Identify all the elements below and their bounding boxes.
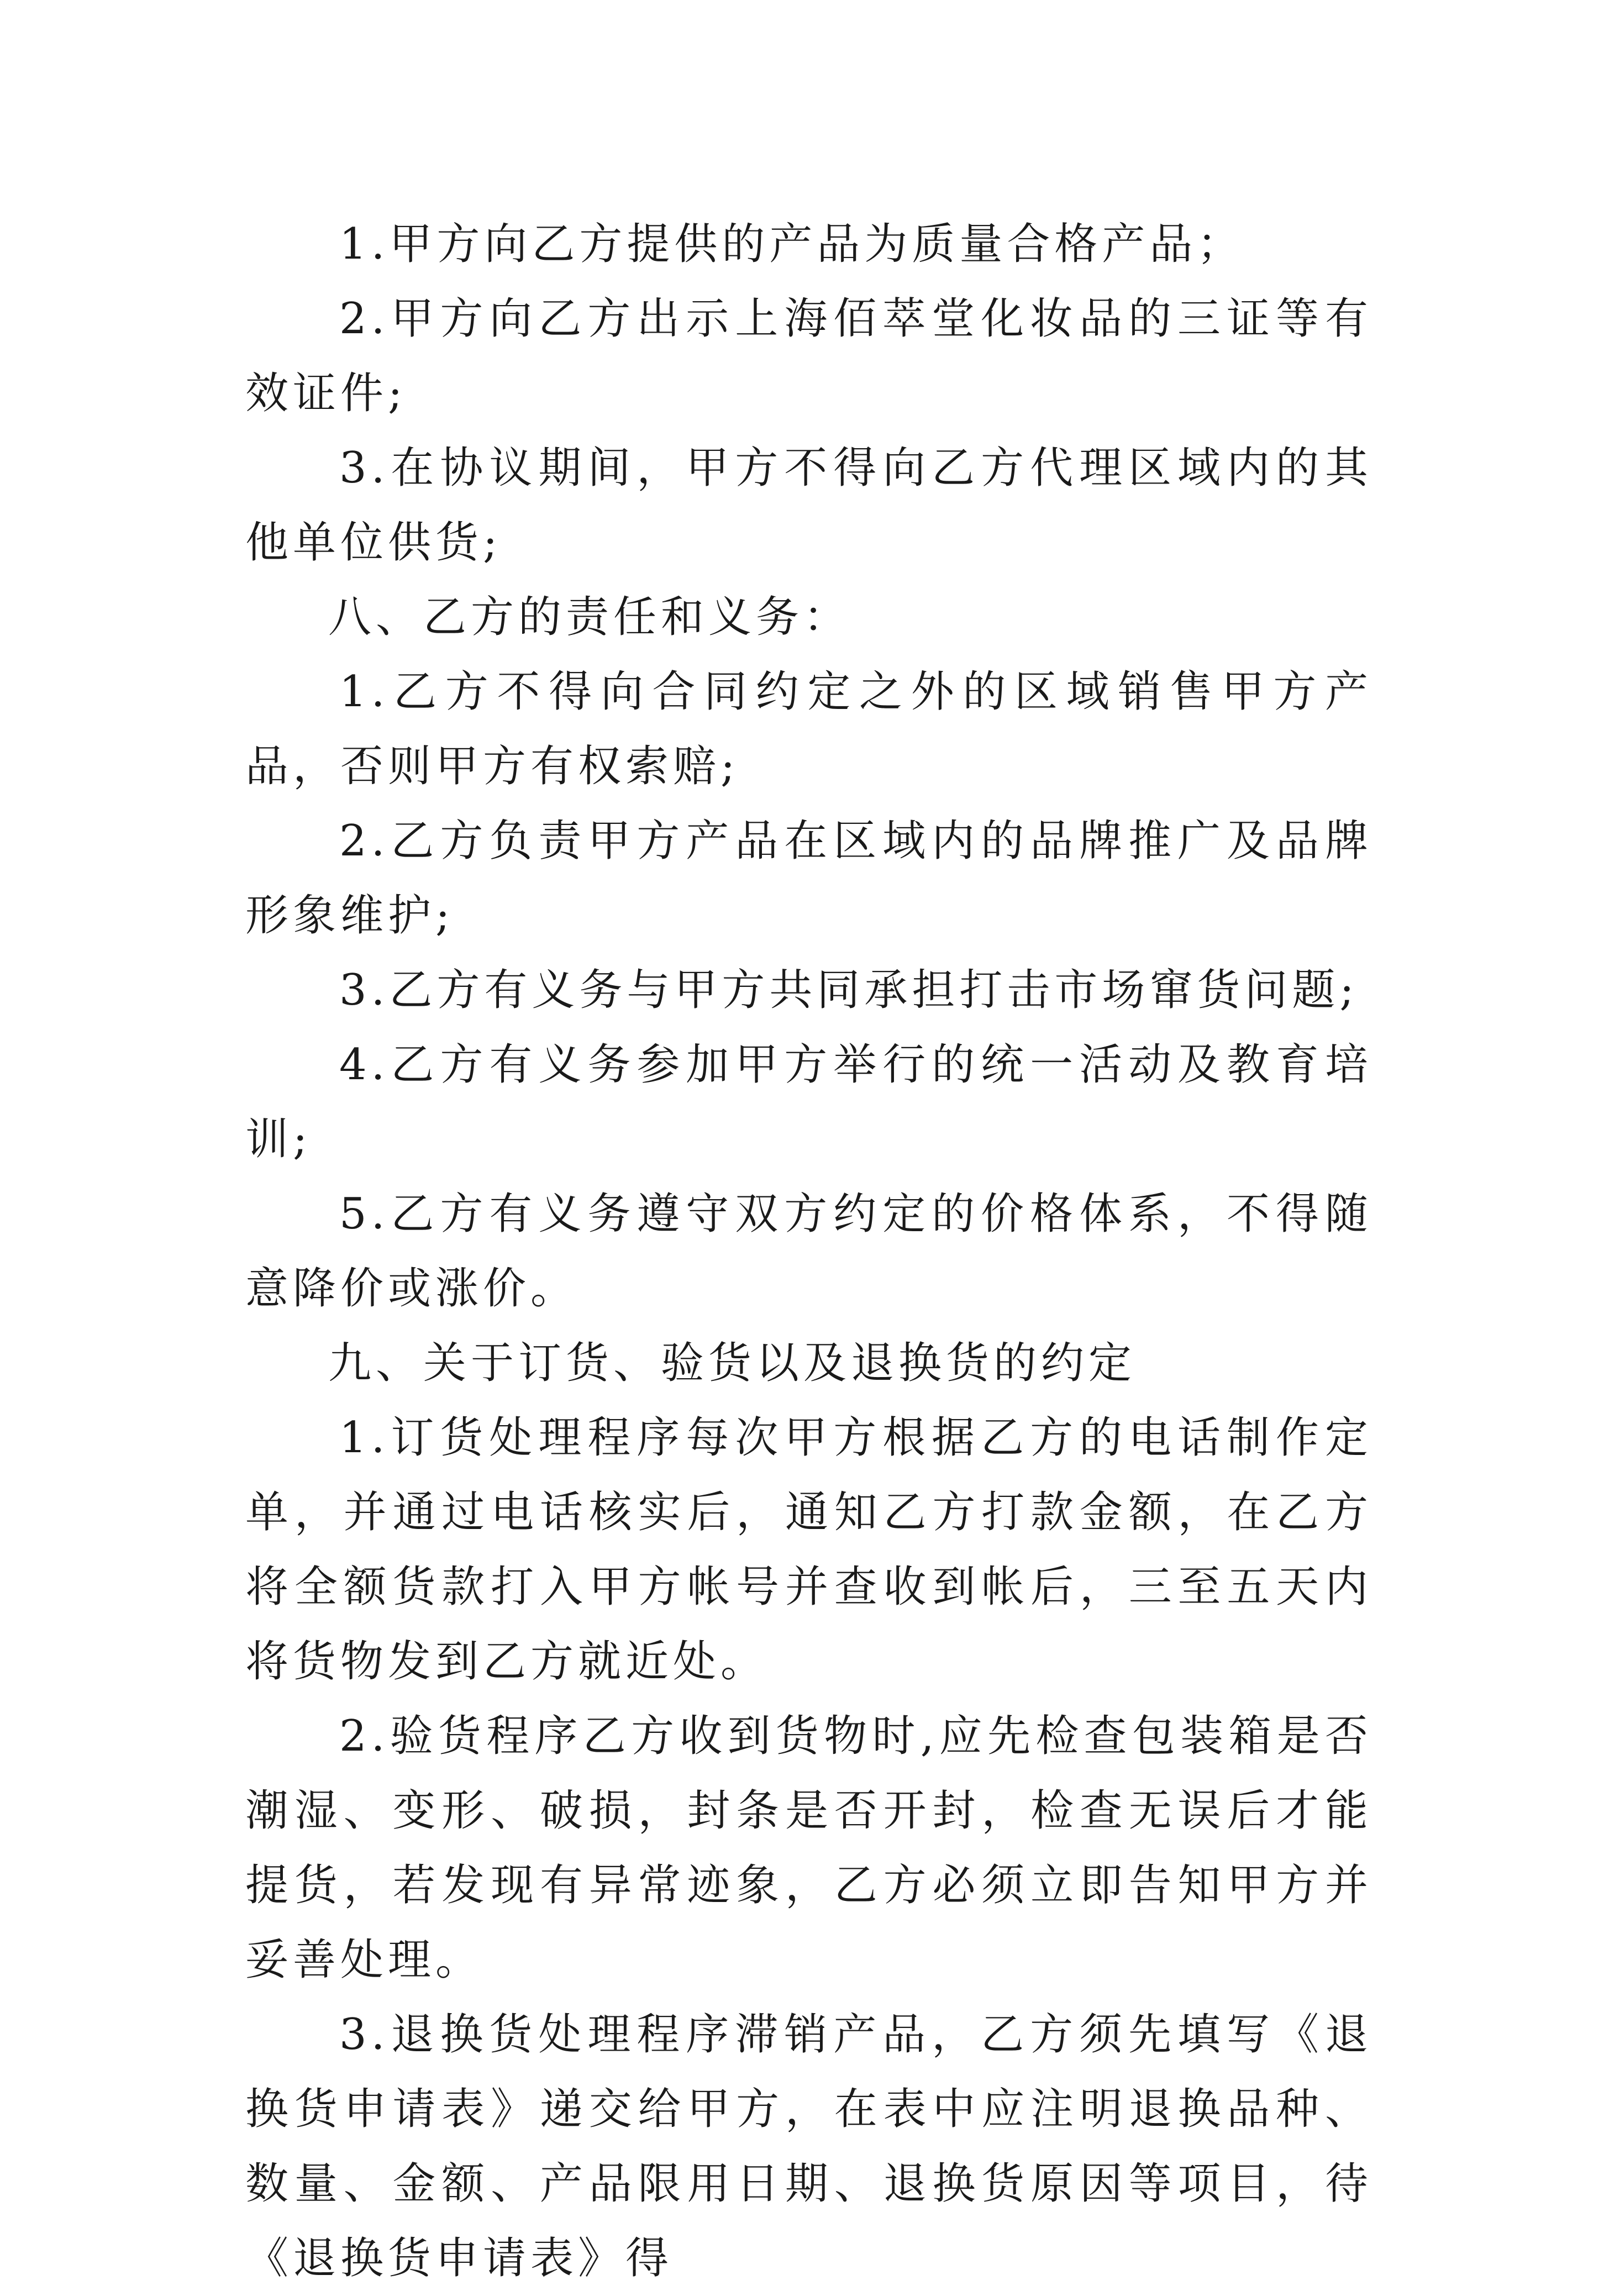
clause-9-item-3: 3.退换货处理程序滞销产品，乙方须先填写《退换货申请表》递交给甲方，在表中应注明退换品种、数量、金额、产品限用日期、退换货原因等项目，待《退换货申请表》得 (245, 2010, 1372, 2283)
clause-8-item-4: 4.乙方有义务参加甲方举行的统一活动及教育培训; (245, 1040, 1372, 1164)
clause-8-item-3: 3.乙方有义务与甲方共同承担打击市场窜货问题; (339, 965, 1359, 1015)
clause-7-item-1: 1.甲方向乙方提供的产品为质量合格产品； (339, 219, 1245, 269)
clause-9-item-2: 2.验货程序乙方收到货物时,应先检查包装箱是否潮湿、变形、破损，封条是否开封，检查无误后才能提货，若发现有异常迹象，乙方必须立即告知甲方并妥善处理。 (245, 1711, 1372, 1985)
section-heading-9: 九、关于订货、验货以及退换货的约定 (328, 1338, 1137, 1388)
clause-7-item-2: 2.甲方向乙方出示上海佰萃堂化妆品的三证等有效证件; (245, 294, 1372, 418)
clause-8-item-2: 2.乙方负责甲方产品在区域内的品牌推广及品牌形象维护; (245, 816, 1372, 941)
clause-9-item-1: 1.订货处理程序每次甲方根据乙方的电话制作定单，并通过电话核实后，通知乙方打款金额，在乙方将全额货款打入甲方帐号并查收到帐后，三至五天内将货物发到乙方就近处。 (245, 1413, 1372, 1686)
clause-7-item-3: 3.在协议期间，甲方不得向乙方代理区域内的其他单位供货; (245, 443, 1372, 568)
body-text (245, 207, 1372, 2296)
section-heading-8: 八、乙方的责任和义务： (328, 592, 851, 642)
clause-8-item-1: 1.乙方不得向合同约定之外的区域销售甲方产品，否则甲方有权索赔; (245, 667, 1372, 791)
clause-8-item-5: 5.乙方有义务遵守双方约定的价格体系，不得随意降价或涨价。 (245, 1189, 1372, 1313)
